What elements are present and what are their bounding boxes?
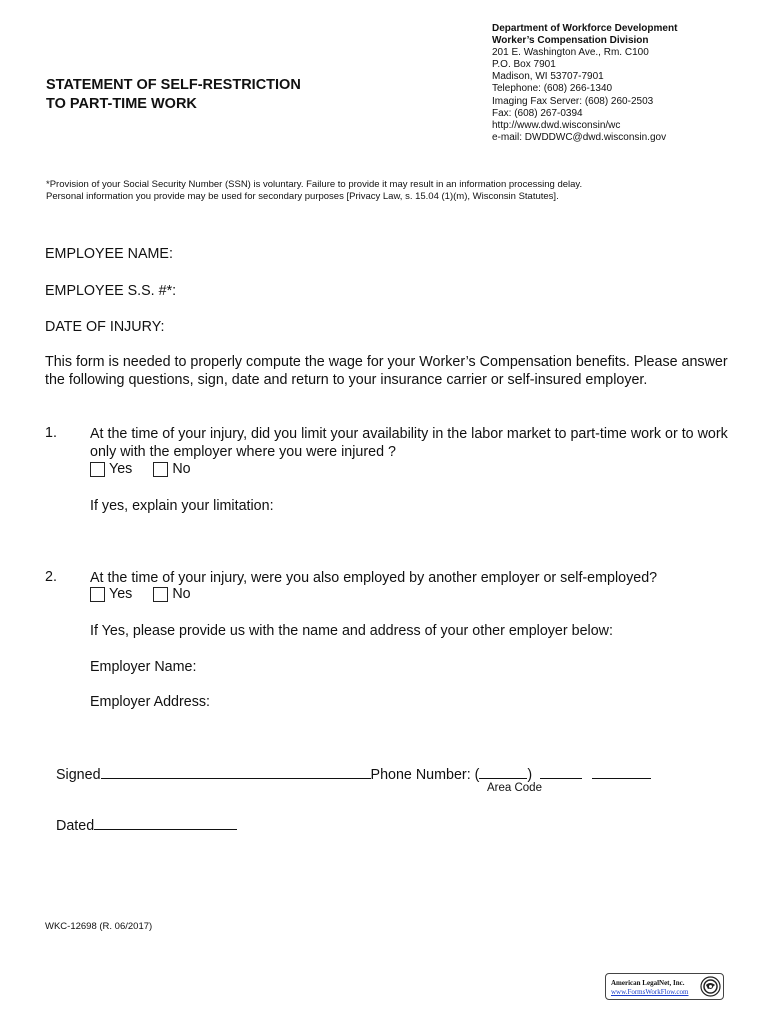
phone-number-label: Phone Number: ( [370, 767, 480, 783]
form-title [46, 76, 301, 114]
instructions-paragraph: This form is needed to properly compute the wage for your Worker’s Compensation benefits. Please answer the following questions, sign, date and return to your insurance carrier or self-insured employer. [45, 354, 728, 388]
agency-department: Department of Workforce Development [492, 23, 678, 34]
question-1-number: 1. [45, 425, 57, 441]
phone-area-code-blank[interactable] [479, 764, 527, 779]
badge-company-name: American LegalNet, Inc. [611, 979, 685, 987]
agency-po-box: P.O. Box 7901 [492, 59, 556, 71]
area-code-caption: Area Code [487, 782, 542, 794]
question-1-yes-option[interactable] [90, 461, 132, 477]
notice-line1: *Provision of your Social Security Number (SSN) is voluntary. Failure to provide it may result in an information processing delay. [46, 179, 583, 190]
dated-label: Dated [56, 818, 95, 834]
ssn-privacy-notice [46, 179, 582, 202]
question-2-text: At the time of your injury, were you also employed by another employer or self-employed? [90, 570, 658, 586]
agency-telephone: Telephone: (608) 266-1340 [492, 83, 613, 95]
question-2-yes-checkbox[interactable] [90, 587, 105, 602]
question-2-number: 2. [45, 569, 57, 585]
signature-line[interactable] [101, 764, 371, 779]
form-number: WKC-12698 (R. 06/2017) [45, 921, 153, 932]
globe-logo-icon [700, 976, 721, 997]
agency-contact-block [492, 23, 677, 144]
agency-email: e-mail: DWDDWC@dwd.wisconsin.gov [492, 131, 667, 143]
question-2-no-checkbox[interactable] [153, 587, 168, 602]
question-1-no-option[interactable] [153, 461, 190, 477]
employer-address-field[interactable]: Employer Address: [90, 694, 210, 710]
question-2-no-label: No [172, 586, 191, 602]
agency-fax: Fax: (608) 267-0394 [492, 107, 583, 119]
american-legalnet-badge[interactable] [605, 973, 724, 1000]
dated-row [56, 815, 237, 834]
employee-name-field[interactable]: EMPLOYEE NAME: [45, 246, 173, 262]
question-1-yes-label: Yes [109, 461, 133, 477]
employee-ss-field[interactable]: EMPLOYEE S.S. #*: [45, 283, 177, 299]
agency-imaging-fax: Imaging Fax Server: (608) 260-2503 [492, 95, 654, 107]
agency-website: http://www.dwd.wisconsin/wc [492, 119, 621, 131]
agency-city: Madison, WI 53707-7901 [492, 71, 604, 83]
notice-line2: Personal information you provide may be used for secondary purposes [Privacy Law, s. 15.04 (1)(m), Wisconsin Statutes]. [46, 190, 559, 202]
question-2-yes-option[interactable] [90, 586, 132, 602]
question-1-options [90, 461, 212, 477]
question-1-no-label: No [172, 461, 191, 477]
form-title-line2: TO PART-TIME WORK [46, 96, 197, 112]
question-2-options [90, 586, 212, 602]
form-title-line1: STATEMENT OF SELF-RESTRICTION [46, 77, 301, 93]
question-1-yes-checkbox[interactable] [90, 462, 105, 477]
date-line[interactable] [94, 815, 237, 830]
agency-address-line: 201 E. Washington Ave., Rm. C100 [492, 47, 649, 59]
signed-label: Signed [56, 767, 101, 783]
question-1-no-checkbox[interactable] [153, 462, 168, 477]
employer-name-field[interactable]: Employer Name: [90, 659, 197, 675]
phone-prefix-blank[interactable] [540, 764, 582, 779]
question-2-yes-label: Yes [109, 586, 133, 602]
question-2-no-option[interactable] [153, 586, 190, 602]
question-1-text: At the time of your injury, did you limit your availability in the labor market to part-time work or to work only with the employer where you were injured ? [90, 426, 728, 460]
date-of-injury-field[interactable]: DATE OF INJURY: [45, 319, 165, 335]
badge-website-link[interactable]: www.FormsWorkFlow.com [611, 988, 689, 996]
signature-row [56, 764, 651, 783]
agency-division: Worker’s Compensation Division [492, 35, 649, 47]
question-1-followup[interactable]: If yes, explain your limitation: [90, 498, 274, 514]
phone-line-blank[interactable] [592, 764, 651, 779]
question-2-followup: If Yes, please provide us with the name and address of your other employer below: [90, 623, 613, 639]
phone-paren-close: ) [527, 767, 533, 783]
